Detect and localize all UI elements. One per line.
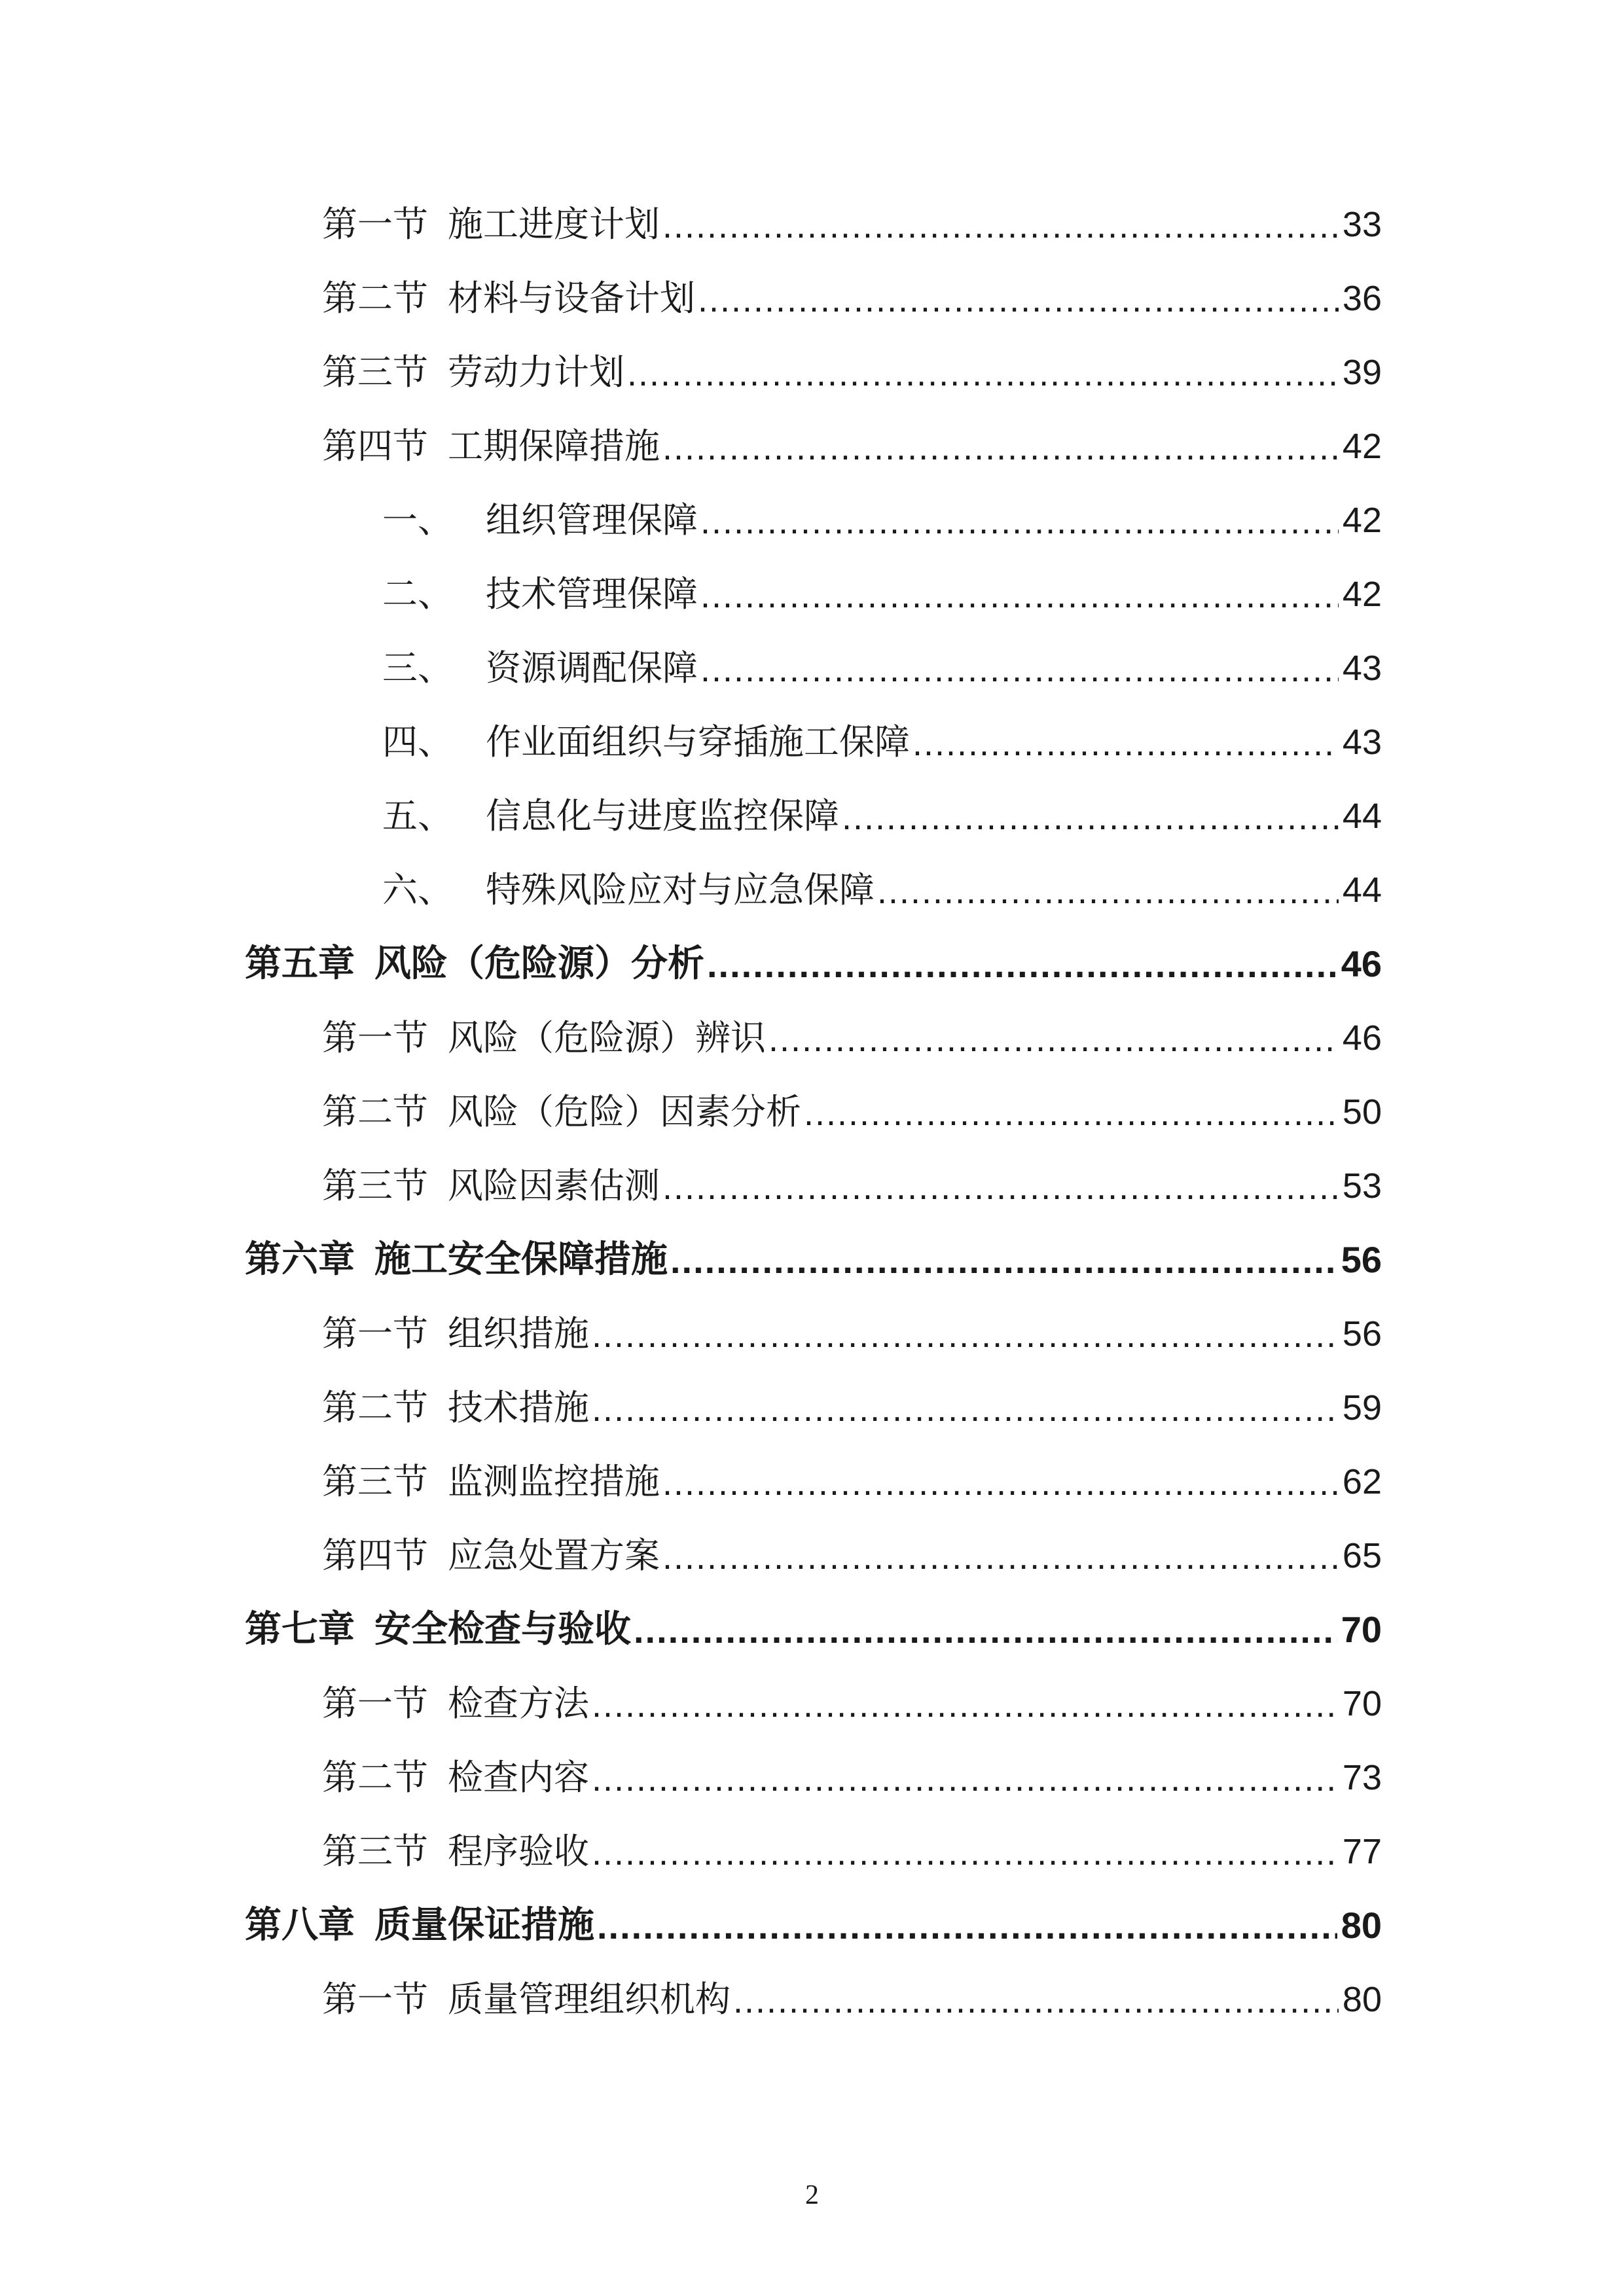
toc-entry[interactable]	[322, 1372, 1382, 1444]
toc-entry-label: 第三节	[322, 1831, 428, 1872]
toc-entry-label: 第三节	[322, 1165, 428, 1206]
toc-entry-label: 六、	[382, 869, 453, 910]
dot-leader	[662, 1465, 1339, 1518]
dot-leader	[662, 208, 1339, 260]
toc-entry-page: 46	[1341, 943, 1382, 984]
dot-leader	[700, 504, 1339, 556]
toc-entry-label: 第七章	[245, 1608, 355, 1651]
toc-entry-page: 62	[1342, 1462, 1382, 1501]
toc-entry-page: 70	[1342, 1684, 1382, 1723]
toc-entry-page: 80	[1342, 1980, 1382, 2019]
toc-entry-label: 二、	[382, 573, 453, 615]
toc-entry-title: 组织措施	[448, 1313, 589, 1354]
toc-entry-label: 第二节	[322, 1757, 428, 1798]
toc-entry-title: 材料与设备计划	[448, 278, 695, 319]
toc-entry-label: 第三节	[322, 1461, 428, 1502]
toc-entry-page: 43	[1342, 723, 1382, 762]
toc-entry-label: 第一节	[322, 1979, 428, 2020]
toc-entry-label: 第四节	[322, 425, 428, 467]
dot-leader	[592, 1391, 1339, 1444]
toc-entry-page: 70	[1341, 1609, 1382, 1650]
toc-entry-title: 风险（危险源）分析	[374, 942, 704, 985]
toc-entry-title: 风险（危险）因素分析	[448, 1091, 801, 1132]
toc-entry-title: 程序验收	[448, 1831, 589, 1872]
toc-entry[interactable]	[322, 1816, 1382, 1888]
dot-leader	[634, 1612, 1337, 1666]
toc-entry-label: 第四节	[322, 1535, 428, 1576]
dot-leader	[700, 652, 1339, 704]
toc-entry[interactable]	[322, 1964, 1382, 2036]
dot-leader	[707, 946, 1337, 1000]
toc-entry[interactable]	[322, 1446, 1382, 1518]
dot-leader	[804, 1096, 1339, 1148]
dot-leader	[698, 282, 1339, 334]
toc-entry-label: 第六章	[245, 1238, 355, 1281]
toc-entry-title: 组织管理保障	[486, 499, 698, 541]
dot-leader	[592, 1761, 1339, 1814]
toc-entry-page: 53	[1342, 1166, 1382, 1206]
toc-entry-title: 施工进度计划	[448, 204, 660, 245]
toc-entry-page: 39	[1342, 353, 1382, 392]
toc-entry[interactable]	[382, 484, 1382, 556]
toc-entry-page: 56	[1341, 1239, 1382, 1280]
toc-entry-page: 80	[1341, 1905, 1382, 1946]
dot-leader	[877, 874, 1339, 926]
toc-entry-label: 第一节	[322, 204, 428, 245]
toc-entry-title: 安全检查与验收	[374, 1608, 631, 1651]
toc-entry-page: 56	[1342, 1314, 1382, 1354]
toc-entry[interactable]	[322, 1076, 1382, 1148]
toc-entry-page: 59	[1342, 1388, 1382, 1427]
toc-entry-title: 技术措施	[448, 1387, 589, 1428]
page-number: 2	[805, 2180, 819, 2210]
toc-entry[interactable]	[382, 854, 1382, 926]
toc-entry-title: 特殊风险应对与应急保障	[486, 869, 875, 910]
toc-entry-page: 42	[1342, 501, 1382, 540]
toc-entry-title: 质量管理组织机构	[448, 1979, 731, 2020]
toc-entry-page: 73	[1342, 1758, 1382, 1797]
toc-entry[interactable]	[322, 1298, 1382, 1370]
toc-chapter-entry[interactable]	[245, 1224, 1382, 1296]
toc-entry-label: 第一节	[322, 1017, 428, 1058]
toc-entry[interactable]	[322, 1520, 1382, 1592]
dot-leader	[597, 1908, 1337, 1962]
dot-leader	[662, 430, 1339, 482]
toc-entry-label: 第八章	[245, 1904, 355, 1946]
toc-entry-title: 作业面组织与穿插施工保障	[486, 721, 910, 762]
toc-entry-title: 技术管理保障	[486, 573, 698, 615]
toc-entry-title: 施工安全保障措施	[374, 1238, 668, 1281]
toc-entry-title: 风险（危险源）辨识	[448, 1017, 766, 1058]
toc-entry[interactable]	[322, 1150, 1382, 1222]
toc-entry[interactable]	[322, 410, 1382, 482]
toc-entry-label: 第一节	[322, 1683, 428, 1724]
toc-entry[interactable]	[322, 336, 1382, 408]
toc-entry[interactable]	[322, 1668, 1382, 1740]
toc-entry-label: 第三节	[322, 351, 428, 393]
dot-leader	[627, 356, 1339, 408]
toc-entry[interactable]	[322, 1742, 1382, 1814]
toc-entry-title: 工期保障措施	[448, 425, 660, 467]
dot-leader	[592, 1318, 1339, 1370]
toc-entry-page: 42	[1342, 575, 1382, 614]
toc-entry-label: 四、	[382, 721, 453, 762]
toc-entry[interactable]	[382, 706, 1382, 778]
toc-entry-label: 第二节	[322, 1387, 428, 1428]
toc-entry-title: 质量保证措施	[374, 1904, 594, 1946]
toc-entry[interactable]	[322, 262, 1382, 334]
toc-entry-page: 43	[1342, 649, 1382, 688]
toc-entry-title: 资源调配保障	[486, 647, 698, 689]
toc-entry-page: 44	[1342, 797, 1382, 836]
toc-entry-label: 一、	[382, 499, 453, 541]
dot-leader	[662, 1539, 1339, 1592]
toc-entry[interactable]	[382, 632, 1382, 704]
toc-entry[interactable]	[382, 558, 1382, 630]
dot-leader	[592, 1835, 1339, 1888]
toc-entry-page: 50	[1342, 1092, 1382, 1132]
dot-leader	[592, 1687, 1339, 1740]
toc-entry-label: 第五章	[245, 942, 355, 985]
toc-entry-page: 44	[1342, 870, 1382, 910]
toc-entry-title: 监测监控措施	[448, 1461, 660, 1502]
toc-chapter-entry[interactable]	[245, 1890, 1382, 1962]
toc-entry-title: 劳动力计划	[448, 351, 624, 393]
toc-entry-title: 信息化与进度监控保障	[486, 795, 839, 836]
dot-leader	[700, 578, 1339, 630]
dot-leader	[662, 1170, 1339, 1222]
toc-entry[interactable]	[322, 188, 1382, 260]
toc-chapter-entry[interactable]	[245, 1594, 1382, 1666]
toc-entry-label: 第二节	[322, 278, 428, 319]
toc-entry-label: 五、	[382, 795, 453, 836]
dot-leader	[768, 1022, 1339, 1074]
toc-entry-title: 应急处置方案	[448, 1535, 660, 1576]
toc-entry-page: 42	[1342, 427, 1382, 466]
toc-entry-page: 77	[1342, 1832, 1382, 1871]
toc-entry-page: 65	[1342, 1536, 1382, 1575]
toc-entry-page: 46	[1342, 1018, 1382, 1058]
dot-leader	[842, 800, 1339, 852]
toc-entry[interactable]	[322, 1002, 1382, 1074]
toc-entry-label: 三、	[382, 647, 453, 689]
toc-entry-title: 检查方法	[448, 1683, 589, 1724]
dot-leader	[912, 726, 1339, 778]
toc-entry-page: 36	[1342, 279, 1382, 318]
dot-leader	[733, 1983, 1339, 2036]
toc-chapter-entry[interactable]	[245, 928, 1382, 1000]
toc-entry-title: 检查内容	[448, 1757, 589, 1798]
toc-entry-label: 第一节	[322, 1313, 428, 1354]
dot-leader	[670, 1242, 1337, 1296]
toc-entry-page: 33	[1342, 205, 1382, 244]
toc-entry[interactable]	[382, 780, 1382, 852]
toc-entry-title: 风险因素估测	[448, 1165, 660, 1206]
toc-entry-label: 第二节	[322, 1091, 428, 1132]
